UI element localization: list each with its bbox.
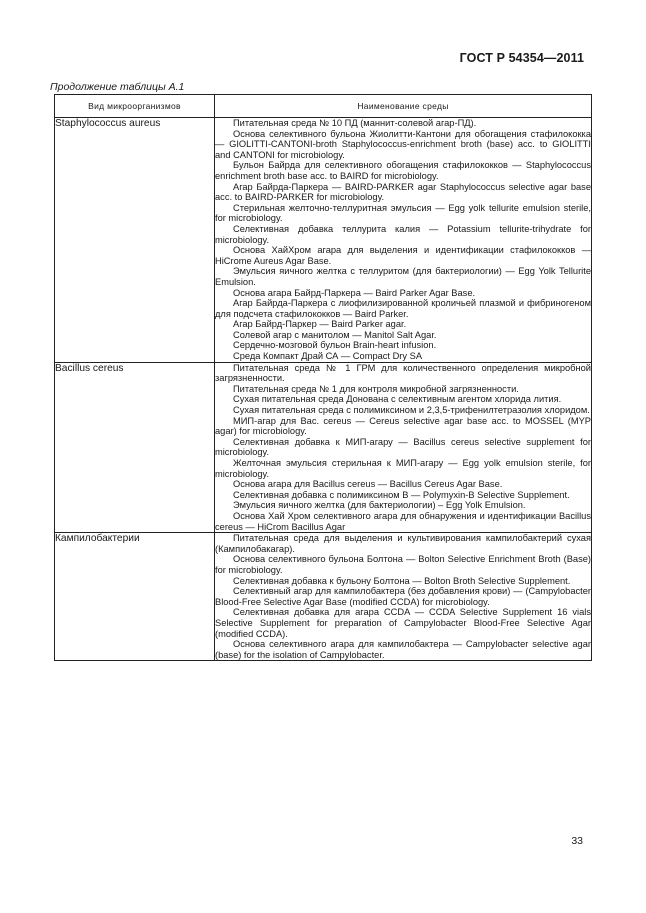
medium-entry: Эмульсия яичного желтка (для бактериологии) – Egg Yolk Emulsion. <box>233 500 526 511</box>
medium-entry: Питательная среда № 1 ГРМ для количественного определения микробной загрязненности. <box>215 362 591 384</box>
medium-entry: Основа ХайХром агара для выделения и идентификации стафилококков — HiCrome Aureus Agar Base. <box>215 245 591 266</box>
medium-entry: Селективная добавка теллурита калия — Potassium tellurite-trihydrate for microbiology. <box>215 223 591 245</box>
medium-entry: Среда Компакт Драй СА — Compact Dry SA <box>233 351 423 362</box>
medium-entry: Селективная добавка к МИП-агару — Bacillus cereus selective supplement for microbiology. <box>215 436 591 458</box>
table-header-row <box>55 95 592 118</box>
table-row <box>55 118 592 363</box>
media-cell <box>215 362 592 533</box>
medium-entry: Питательная среда для выделения и культивирования кампилобактерий сухая (Кампилобакагар). <box>215 533 591 554</box>
medium-entry: Агар Байрда-Паркера с лиофилизированной кроличьей плазмой и фибриногеном для подсчета стафилококков — Baird Parker. <box>215 298 591 319</box>
medium-entry: Агар Байрд-Паркер — Baird Parker agar. <box>233 319 407 330</box>
medium-entry: Селективная добавка с полимиксином В — Polymyxin-B Selective Supplement. <box>233 489 570 500</box>
medium-entry: Основа агара для Bacillus cereus — Bacillus Cereus Agar Base. <box>233 479 503 490</box>
medium-entry: Бульон Байрда для селективного обогащения стафилококков — Staphylococcus enrichment broth base acc. to BAIRD for microbiology. <box>215 160 591 181</box>
medium-entry: Эмульсия яичного желтка с теллуритом (для бактериологии) — Egg Yolk Tellurite Emulsion. <box>215 266 591 287</box>
column-header-medium: Наименование среды <box>215 95 592 118</box>
medium-entry: Стерильная желточно-теллуритная эмульсия — Egg yolk tellurite emulsion sterile, for microbiology. <box>215 202 591 224</box>
medium-entry: Основа Хай Хром селективного агара для обнаружения и идентификации Bacillus cereus — HiCrom Bacillus Agar <box>215 510 591 532</box>
media-cell <box>215 533 592 661</box>
organism-cell: Кампилобактерии <box>55 533 215 661</box>
table-row <box>55 362 592 533</box>
standard-number: ГОСТ Р 54354—2011 <box>459 51 584 65</box>
medium-entry: Сухая питательная среда Донована с селективным агентом хлорида лития. <box>233 394 562 405</box>
medium-entry: Питательная среда № 10 ПД (маннит-солевой агар-ПД). <box>233 118 477 128</box>
medium-entry: Основа агара Байрд-Паркера — Baird Parker Agar Base. <box>233 287 476 298</box>
medium-entry: Селективный агар для кампилобактера (без добавления крови) — (Campylobacter Blood-Free Selective Agar Base (modified CCDA) for microbiology. <box>215 586 591 607</box>
medium-entry: Агар Байрда-Паркера — BAIRD-PARKER agar Staphylococcus selective agar base acc. to BAIRD-PARKER for microbiology. <box>215 181 591 203</box>
page-number: 33 <box>571 835 583 847</box>
medium-entry: МИП-агар для Bac. cereus — Cereus selective agar base acc. to MOSSEL (MYP agar) for microbiology. <box>215 415 591 437</box>
column-header-organism: Вид микроорганизмов <box>55 95 215 118</box>
medium-entry: Сердечно-мозговой бульон Brain-heart infusion. <box>233 340 437 351</box>
medium-entry: Селективная добавка для агара CCDA — CCDA Selective Supplement 16 vials Selective Supplement for preparation of Campylobacter Blood-Free Selective Agar (modified CCDA). <box>215 607 591 639</box>
table-caption: Продолжение таблицы А.1 <box>50 81 185 93</box>
table-row <box>55 533 592 661</box>
organism-cell: Staphylococcus aureus <box>55 118 215 363</box>
media-cell <box>215 118 592 363</box>
medium-entry: Основа селективного бульона Болтона — Bolton Selective Enrichment Broth (Base) for microbiology. <box>215 554 591 575</box>
media-table <box>54 94 592 661</box>
medium-entry: Питательная среда № 1 для контроля микробной загрязненности. <box>233 383 519 394</box>
medium-entry: Солевой агар с манитолом — Manitol Salt Agar. <box>233 329 437 340</box>
medium-entry: Основа селективного агара для кампилобактера — Campylobacter selective agar (base) for the isolation of Campylobacter. <box>215 639 591 660</box>
medium-entry: Желточная эмульсия стерильная к МИП-агару — Egg yolk emulsion sterile, for microbiology. <box>215 458 591 479</box>
medium-entry: Селективная добавка к бульону Болтона — Bolton Broth Selective Supplement. <box>233 575 571 586</box>
organism-cell: Bacillus cereus <box>55 362 215 533</box>
medium-entry: Основа селективного бульона Жиолитти-Кантони для обогащения стафилококка — GIOLITTI-CANTONI-broth Staphylococcus-enrichment broth (base) acc. to GIOLITTI and CANTONI for microbiology. <box>215 128 591 160</box>
medium-entry: Сухая питательная среда с полимиксином и 2,3,5-трифенилтетразолия хлоридом. <box>233 405 590 416</box>
